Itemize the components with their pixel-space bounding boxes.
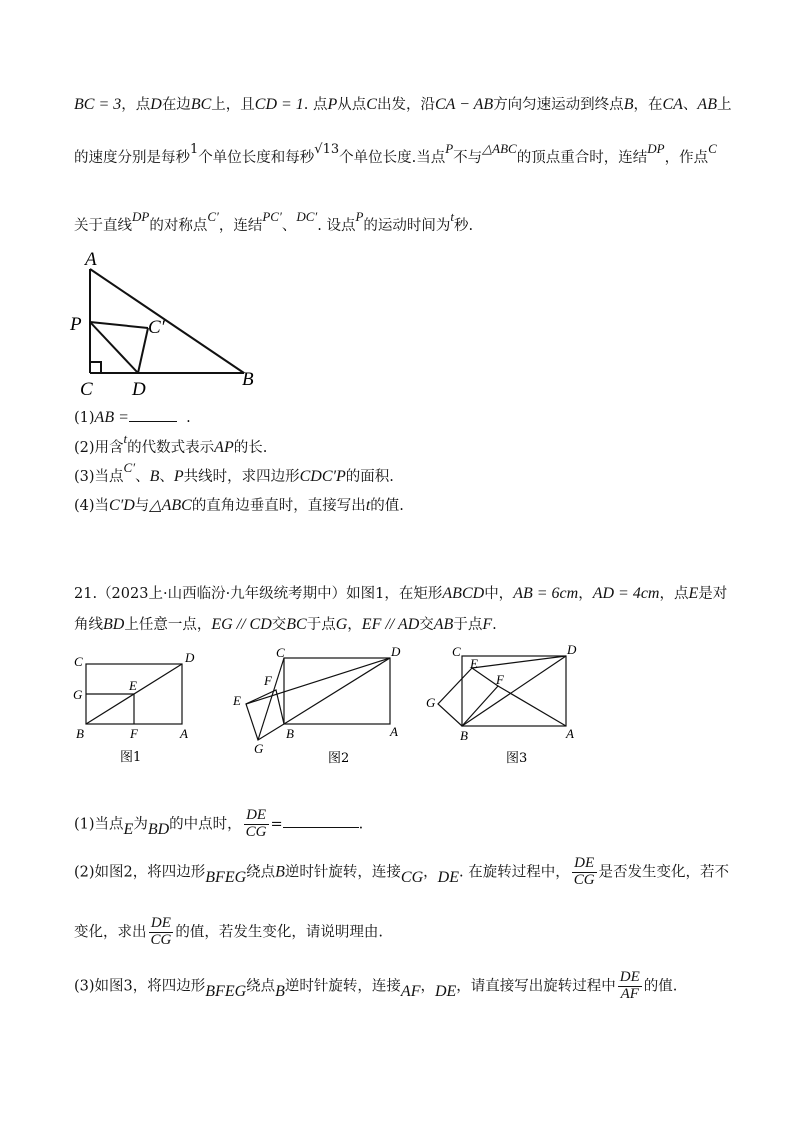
label-c-prime: C′ [148, 317, 165, 338]
diag-bd [284, 658, 390, 724]
label-d: D [567, 642, 577, 657]
label-e: E [470, 656, 478, 671]
label-c: C [452, 644, 461, 659]
caption-fig1: 图1 [120, 750, 142, 765]
fraction-de-cg: $\frac{DE}{CG}$ [245, 807, 267, 840]
label-a: A [85, 249, 97, 270]
label-g: G [73, 687, 83, 702]
label-b: B [286, 726, 294, 741]
p20-question-4: (4)当C′D与△ABC的直角边垂直时，直接写出t的值. [74, 497, 404, 514]
label-c: C [276, 645, 285, 660]
p21-line-1: 21.（2023上·山西临汾·九年级统考期中）如图1，在矩形ABCD中，AB = 6cm，AD = 4cm，点E是对 [74, 585, 728, 602]
seg-af [498, 686, 566, 726]
p21-question-1: (1)当点E为BD的中点时， $\frac{DE}{CG}$ = . [74, 807, 364, 840]
label-f: F [130, 726, 138, 741]
p21-question-2-line-1: (2)如图2，将四边形BFEG绕点B逆时针旋转，连接CG，DE. 在旋转过程中， $\frac{DE}{CG}$ 是否发生变化，若不 [74, 855, 730, 888]
figure-1 [68, 646, 203, 766]
label-b: B [242, 369, 254, 390]
fraction-de-af: $\frac{DE}{AF}$ [619, 969, 640, 1002]
p21-question-3: (3)如图3，将四边形BFEG绕点B逆时针旋转，连接AF，DE，请直接写出旋转过程中 $\frac{DE}{AF}$ 的值. [74, 969, 678, 1002]
label-b: B [76, 726, 84, 741]
right-angle-mark [90, 362, 101, 373]
figure-2 [228, 640, 413, 770]
p20-question-2: (2)用含t的代数式表示AP的长. [74, 431, 268, 456]
label-f: F [496, 672, 504, 687]
p20-question-1: (1)AB = . [74, 409, 191, 426]
label-e: E [129, 678, 137, 693]
label-d: D [391, 644, 401, 659]
label-f: F [264, 673, 272, 688]
side-ab [90, 269, 244, 373]
answer-blank[interactable] [129, 421, 177, 422]
label-c: C [80, 379, 93, 400]
label-a: A [180, 726, 188, 741]
fraction-de-cg: $\frac{DE}{CG}$ [573, 855, 595, 888]
label-p: P [70, 314, 82, 335]
label-a: A [390, 724, 398, 739]
p20-line-1: BC = 3，点D在边BC上，且CD = 1. 点P从点C出发，沿CA − AB方向匀速运动到终点B，在CA、AB上 [74, 96, 732, 113]
label-d: D [132, 379, 146, 400]
p21-question-2-line-2: 变化，求出 $\frac{DE}{CG}$ 的值，若发生变化，请说明理由. [74, 915, 383, 948]
p21-line-2: 角线BD上任意一点，EG // CD交BC于点G，EF // AD交AB于点F. [74, 616, 497, 633]
answer-blank[interactable] [283, 827, 359, 828]
figure-3 [420, 640, 590, 770]
quad-bfeg [438, 668, 498, 726]
p20-line-3: 关于直线DP的对称点C′，连结PC′、DC′. 设点P的运动时间为t秒. [74, 209, 474, 234]
caption-fig3: 图3 [506, 751, 528, 766]
label-g: G [254, 741, 264, 756]
label-e: E [233, 693, 241, 708]
caption-fig2: 图2 [328, 751, 350, 766]
label-c: C [74, 654, 83, 669]
label-b: B [460, 728, 468, 743]
seg-pc1 [90, 322, 148, 328]
p20-question-3: (3)当点C′、B、P共线时，求四边形CDC′P的面积. [74, 460, 394, 485]
seg-dc1 [138, 328, 148, 373]
label-a: A [566, 726, 574, 741]
seg-pd [90, 322, 138, 373]
label-g: G [426, 695, 436, 710]
fraction-de-cg: $\frac{DE}{CG}$ [150, 915, 172, 948]
triangle-figure [60, 245, 280, 400]
p20-line-2: 的速度分别是每秒1个单位长度和每秒√13个单位长度.当点P不与△ABC的顶点重合时，连结DP，作点C [74, 141, 717, 166]
label-d: D [185, 650, 195, 665]
